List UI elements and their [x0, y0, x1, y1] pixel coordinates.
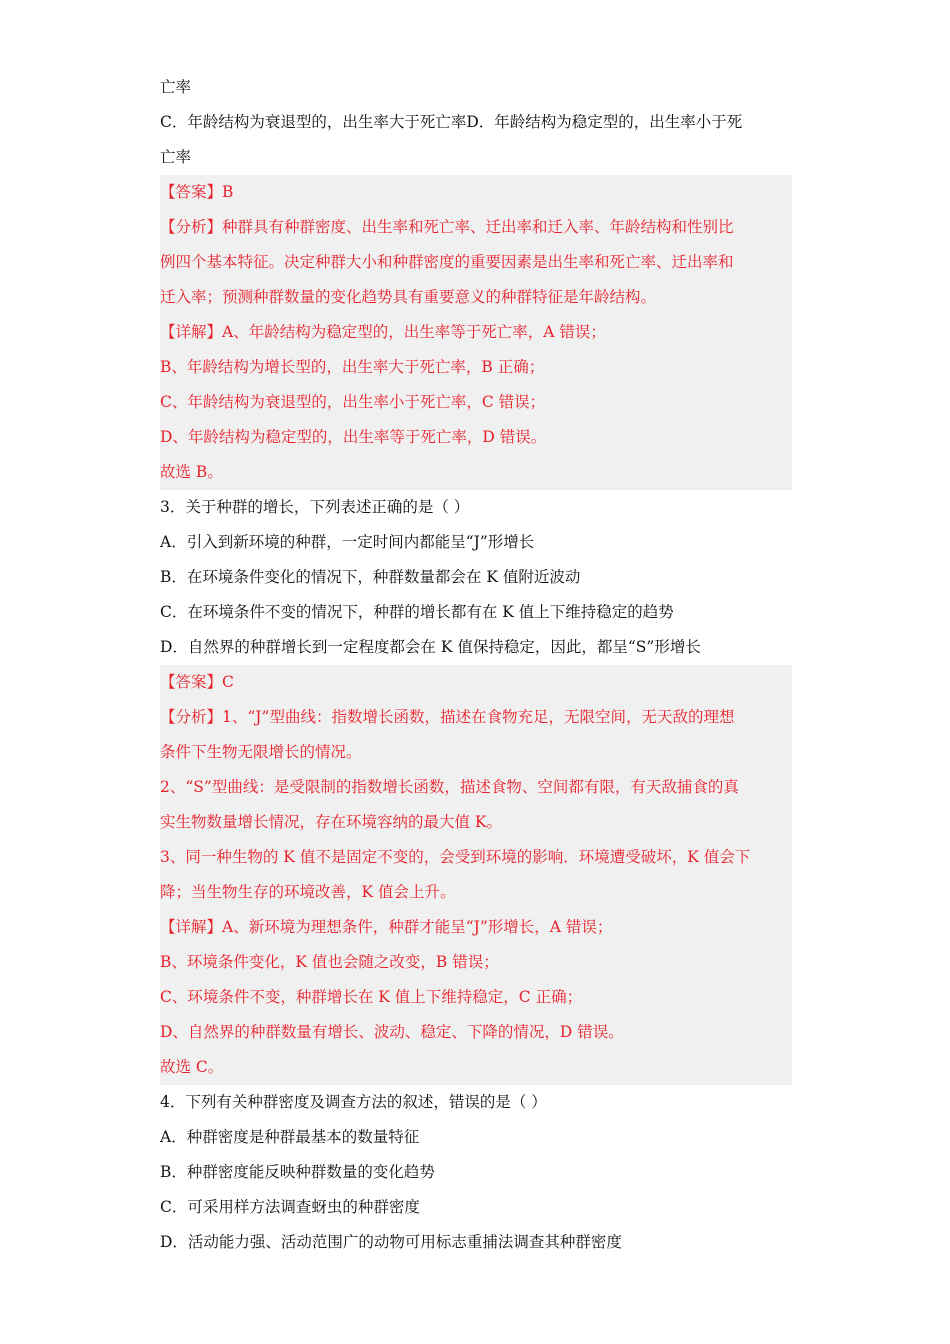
q3-option: D．自然界的种群增长到一定程度都会在 K 值保持稳定，因此，都呈“S”形增长	[160, 638, 701, 656]
text-line: 亡率	[160, 148, 192, 166]
q2-detail-line: C、年龄结构为衰退型的，出生率小于死亡率，C 错误；	[160, 393, 546, 411]
q2-answer-block	[160, 175, 792, 490]
q2-analysis-line: 迁入率；预测种群数量的变化趋势具有重要意义的种群特征是年龄结构。	[160, 288, 657, 306]
q2-answer: 【答案】B	[160, 183, 234, 201]
q4-option: C．可采用样方法调查蚜虫的种群密度	[160, 1198, 420, 1216]
q3-conclusion: 故选 C。	[160, 1058, 224, 1076]
q4-option: B．种群密度能反映种群数量的变化趋势	[160, 1163, 435, 1181]
q3-answer: 【答案】C	[160, 673, 234, 691]
q2-detail-line: 【详解】A、年龄结构为稳定型的，出生率等于死亡率，A 错误；	[160, 323, 606, 341]
q4-stem: 4．下列有关种群密度及调查方法的叙述，错误的是（ ）	[160, 1093, 547, 1111]
q3-stem: 3．关于种群的增长，下列表述正确的是（ ）	[160, 498, 470, 516]
q3-option: A．引入到新环境的种群，一定时间内都能呈“J”形增长	[160, 533, 535, 551]
q3-detail-line: 【详解】A、新环境为理想条件，种群才能呈“J”形增长，A 错误；	[160, 918, 613, 936]
q2-analysis-line: 例四个基本特征。决定种群大小和种群密度的重要因素是出生率和死亡率、迁出率和	[160, 253, 734, 271]
q3-detail-line: D、自然界的种群数量有增长、波动、稳定、下降的情况，D 错误。	[160, 1023, 624, 1041]
text-line: C．年龄结构为衰退型的，出生率大于死亡率D．年龄结构为稳定型的，出生率小于死	[160, 113, 743, 131]
q3-analysis-line: 降；当生物生存的环境改善，K 值会上升。	[160, 883, 456, 901]
q3-detail-line: C、环境条件不变，种群增长在 K 值上下维持稳定，C 正确；	[160, 988, 583, 1006]
q3-analysis-line: 【分析】1、“J”型曲线：指数增长函数，描述在食物充足，无限空间，无天敌的理想	[160, 708, 735, 726]
q4-option: A．种群密度是种群最基本的数量特征	[160, 1128, 420, 1146]
q3-option: C．在环境条件不变的情况下，种群的增长都有在 K 值上下维持稳定的趋势	[160, 603, 674, 621]
q3-detail-line: B、环境条件变化，K 值也会随之改变，B 错误；	[160, 953, 499, 971]
q3-analysis-line: 实生物数量增长情况，存在环境容纳的最大值 K。	[160, 813, 503, 831]
q2-detail-line: B、年龄结构为增长型的，出生率大于死亡率，B 正确；	[160, 358, 545, 376]
q4-option: D．活动能力强、活动范围广的动物可用标志重捕法调查其种群密度	[160, 1233, 622, 1251]
document-content	[160, 70, 792, 1260]
q3-analysis-line: 2、“S”型曲线：是受限制的指数增长函数，描述食物、空间都有限，有天敌捕食的真	[160, 778, 739, 796]
q2-analysis-line: 【分析】种群具有种群密度、出生率和死亡率、迁出率和迁入率、年龄结构和性别比	[160, 218, 734, 236]
q3-answer-block	[160, 665, 792, 1085]
q3-analysis-line: 条件下生物无限增长的情况。	[160, 743, 362, 761]
text-line: 亡率	[160, 78, 192, 96]
q3-analysis-line: 3、同一种生物的 K 值不是固定不变的，会受到环境的影响．环境遭受破坏，K 值会下	[160, 848, 751, 866]
q3-option: B．在环境条件变化的情况下，种群数量都会在 K 值附近波动	[160, 568, 581, 586]
q2-conclusion: 故选 B。	[160, 463, 223, 481]
q2-detail-line: D、年龄结构为稳定型的，出生率等于死亡率，D 错误。	[160, 428, 547, 446]
